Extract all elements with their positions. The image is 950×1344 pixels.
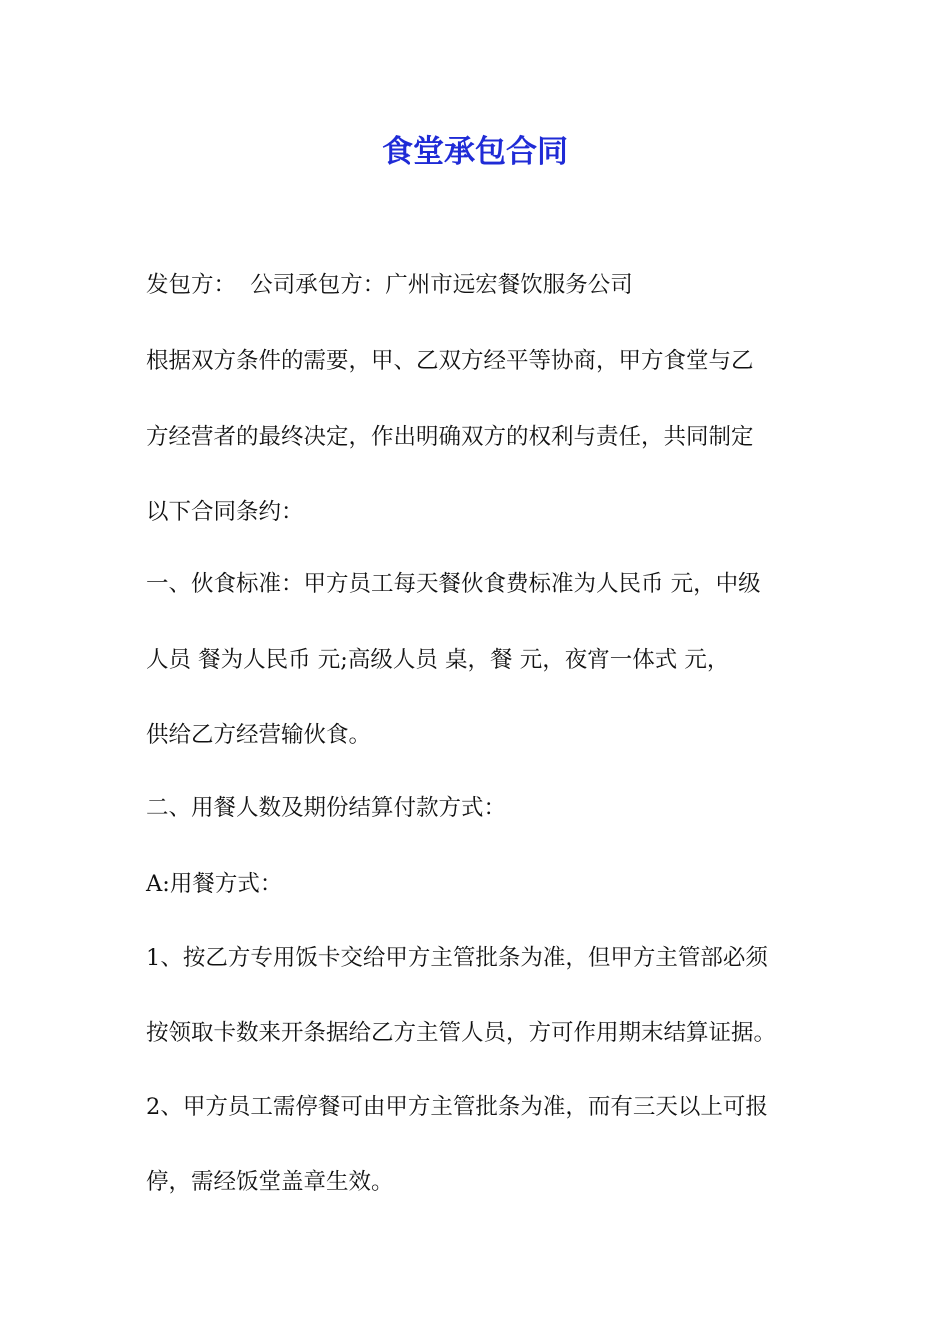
paragraph-line: 按领取卡数来开条据给乙方主管人员，方可作用期末结算证据。 [146, 1020, 777, 1046]
paragraph-line: 根据双方条件的需要，甲、乙双方经平等协商，甲方食堂与乙 [146, 348, 754, 374]
party-line: 发包方： 公司承包方：广州市远宏餐饮服务公司 [146, 272, 633, 298]
section-heading-line: 二、用餐人数及期份结算付款方式： [146, 795, 507, 821]
subsection-heading-line: A:用餐方式： [146, 871, 283, 897]
document-title: 食堂承包合同 [382, 134, 568, 170]
paragraph-line: 供给乙方经营输伙食。 [146, 722, 372, 748]
paragraph-line: 停，需经饭堂盖章生效。 [146, 1169, 394, 1195]
paragraph-line: 以下合同条约： [146, 499, 304, 525]
section-heading-line: 一、伙食标准：甲方员工每天餐伙食费标准为人民币 元，中级 [146, 571, 761, 597]
paragraph-line: 2、甲方员工需停餐可由甲方主管批条为准，而有三天以上可报 [146, 1094, 768, 1120]
paragraph-line: 1、按乙方专用饭卡交给甲方主管批条为准，但甲方主管部必须 [146, 945, 768, 971]
paragraph-line: 方经营者的最终决定，作出明确双方的权利与责任，共同制定 [146, 424, 754, 450]
paragraph-line: 人员 餐为人民币 元;高级人员 桌，餐 元，夜宵一体式 元， [146, 647, 730, 673]
